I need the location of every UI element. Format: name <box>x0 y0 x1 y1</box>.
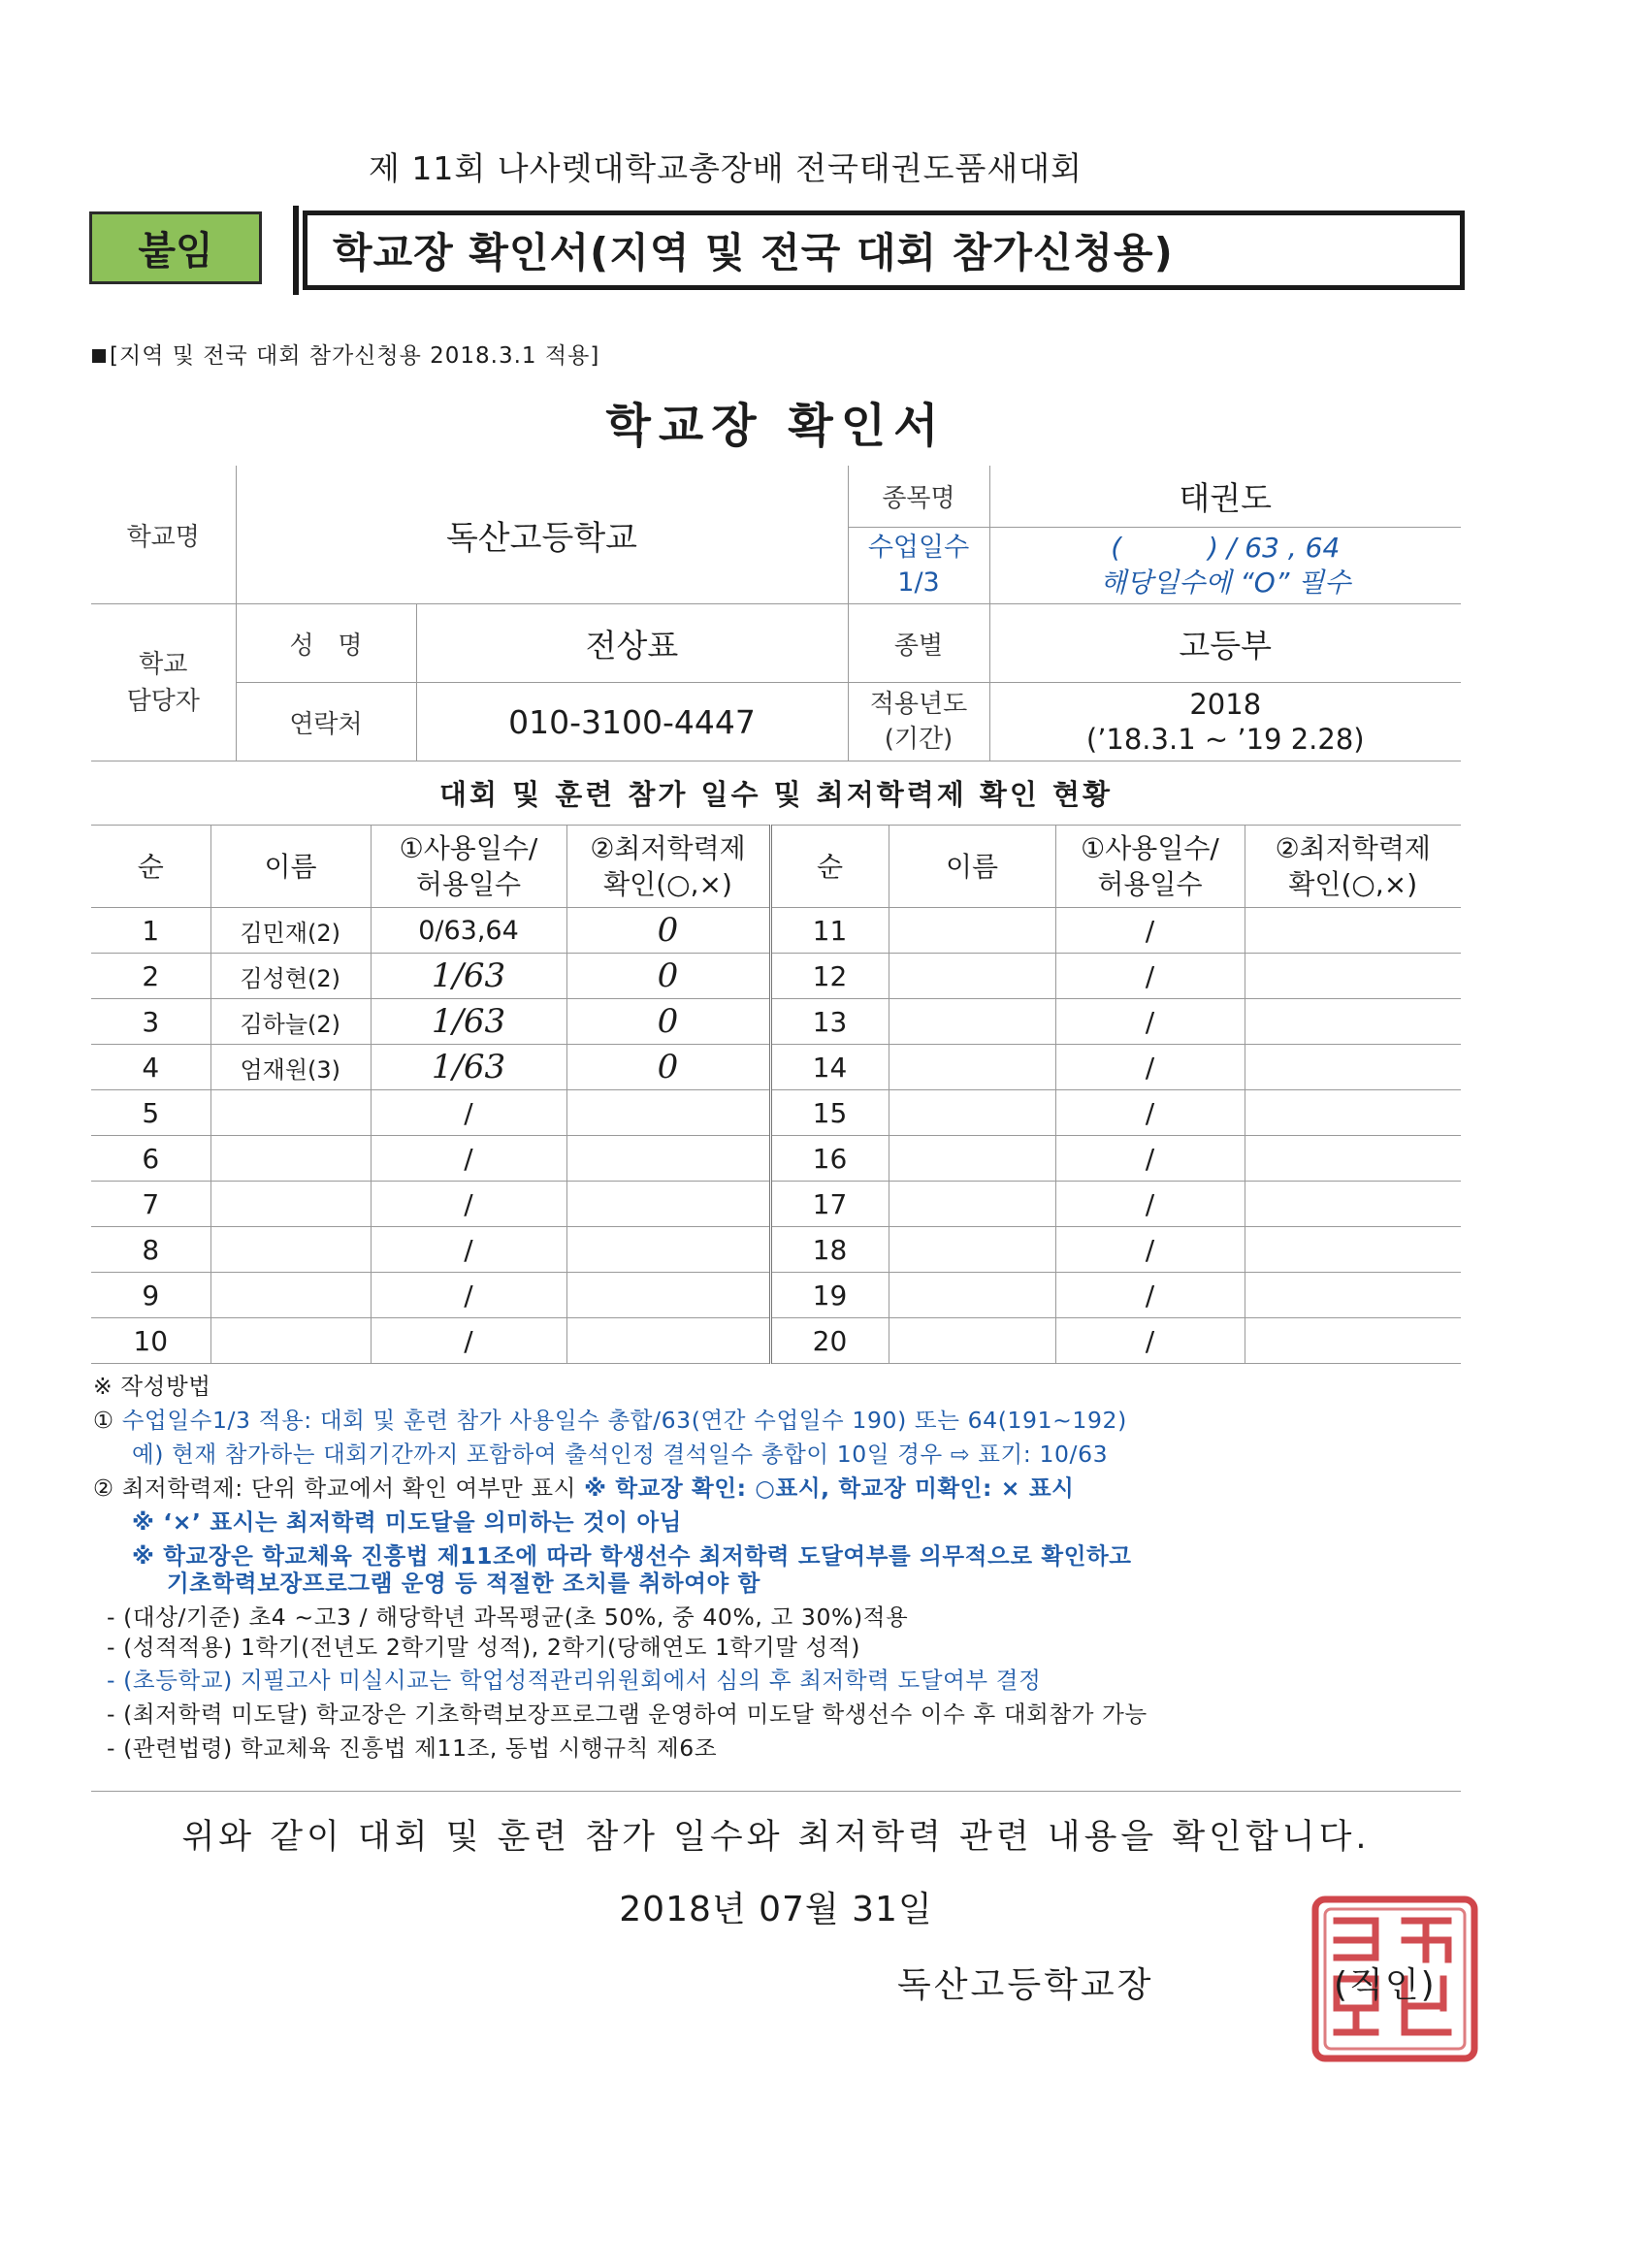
achievement-check <box>1245 1318 1461 1364</box>
days-used: / <box>371 1136 566 1182</box>
division-label: 종별 <box>848 604 989 683</box>
student-name: 김하늘(2) <box>210 999 371 1045</box>
header-name-right: 이름 <box>889 826 1055 908</box>
confirmation-statement: 위와 같이 대회 및 훈련 참가 일수와 최저학력 관련 내용을 확인합니다. <box>181 1818 1371 1857</box>
row-number: 5 <box>91 1090 210 1136</box>
row-number: 20 <box>770 1318 889 1364</box>
form-title: 학교장 확인서 <box>605 399 947 453</box>
header-days-line1: ①사용일수/ <box>399 832 538 864</box>
table-row <box>91 1045 1461 1090</box>
school-days-value-line2: 해당일수에 “O” 필수 <box>1100 567 1351 599</box>
days-used: 1/63 <box>371 999 566 1045</box>
school-info-table <box>91 466 1461 761</box>
method-item-1-example: 예) 현재 참가하는 대회기간까지 포함하여 출석인정 결석일수 총합이 10일 경우 ⇨ 표기: 10/63 <box>132 1441 1109 1468</box>
days-used: / <box>371 1182 566 1227</box>
row-number: 9 <box>91 1273 210 1318</box>
student-name: 엄재원(3) <box>210 1045 371 1090</box>
sport-label: 종목명 <box>848 466 989 528</box>
student-name <box>889 1045 1055 1090</box>
header-days-right-line2: 허용일수 <box>1097 868 1203 900</box>
method-detail-2-label: - (성적적용) <box>107 1634 233 1661</box>
achievement-check: 0 <box>566 999 770 1045</box>
achievement-check <box>1245 1273 1461 1318</box>
method-detail-2 <box>93 1631 1490 1665</box>
table-row <box>91 954 1461 999</box>
row-number: 3 <box>91 999 210 1045</box>
method-item-1-number: ① <box>93 1407 114 1434</box>
row-number: 8 <box>91 1227 210 1273</box>
achievement-check <box>1245 1136 1461 1182</box>
principal-title: 독산고등학교장 <box>897 1965 1154 2005</box>
name-label: 성 명 <box>236 604 416 683</box>
applicability-note <box>92 338 599 370</box>
row-number: 16 <box>770 1136 889 1182</box>
manager-label-line2: 담당자 <box>126 686 200 716</box>
days-used: / <box>1055 1045 1245 1090</box>
manager-name: 전상표 <box>416 604 848 683</box>
school-name: 독산고등학교 <box>236 466 848 604</box>
days-used: / <box>1055 1273 1245 1318</box>
sport-value: 태권도 <box>989 466 1461 528</box>
achievement-check <box>566 1090 770 1136</box>
achievement-check: 0 <box>566 908 770 954</box>
header-days-right <box>1055 826 1245 908</box>
method-detail-4-label: - (최저학력 미도달) <box>107 1701 308 1728</box>
info-row-manager-name <box>91 604 1461 683</box>
event-title: 제 11회 나사렛대학교총장배 전국태권도품새대회 <box>369 149 1083 187</box>
student-name <box>210 1182 371 1227</box>
student-name <box>889 1182 1055 1227</box>
year-label-line1: 적용년도 <box>869 690 968 719</box>
manager-label <box>91 604 236 761</box>
year-value-line2: (’18.3.1 ~ ’19 2.28) <box>1085 723 1365 756</box>
achievement-check <box>1245 1227 1461 1273</box>
days-used: / <box>1055 1182 1245 1227</box>
days-used: / <box>371 1273 566 1318</box>
division-value: 고등부 <box>989 604 1461 683</box>
days-used: / <box>1055 1318 1245 1364</box>
table-row <box>91 908 1461 954</box>
school-days-label <box>848 528 989 604</box>
header-days-line2: 허용일수 <box>415 868 522 900</box>
method-detail-4 <box>93 1698 1490 1732</box>
method-detail-1-label: - (대상/기준) <box>107 1604 242 1631</box>
row-number: 12 <box>770 954 889 999</box>
table-row <box>91 1227 1461 1273</box>
row-number: 17 <box>770 1182 889 1227</box>
method-item-2-text-a: 최저학력제: 단위 학교에서 확인 여부만 표시 <box>121 1474 577 1502</box>
student-name <box>889 1273 1055 1318</box>
achievement-check <box>566 1136 770 1182</box>
row-number: 10 <box>91 1318 210 1364</box>
method-detail-3-label: - (초등학교) <box>107 1667 233 1694</box>
school-days-value-line1: ( ) / 63 , 64 <box>1111 532 1341 564</box>
days-used: / <box>1055 1136 1245 1182</box>
header-no-right: 순 <box>770 826 889 908</box>
achievement-check <box>1245 954 1461 999</box>
contact-label: 연락처 <box>236 683 416 761</box>
days-used: / <box>371 1318 566 1364</box>
school-days-label-line1: 수업일수 <box>867 533 970 563</box>
days-used: / <box>1055 1227 1245 1273</box>
method-detail-5 <box>93 1732 1490 1766</box>
student-name: 김민재(2) <box>210 908 371 954</box>
student-name: 김성현(2) <box>210 954 371 999</box>
form-banner: 학교장 확인서(지역 및 전국 대회 참가신청용) <box>303 211 1465 290</box>
confirmation-date: 2018년 07월 31일 <box>619 1890 933 1929</box>
row-number: 14 <box>770 1045 889 1090</box>
header-name: 이름 <box>210 826 371 908</box>
writing-method <box>93 1370 1490 1766</box>
student-name <box>889 1227 1055 1273</box>
method-title: ※ 작성방법 <box>93 1373 211 1400</box>
manager-label-line1: 학교 <box>139 649 188 679</box>
days-used: 0/63,64 <box>371 908 566 954</box>
achievement-check <box>1245 1090 1461 1136</box>
achievement-check <box>1245 908 1461 954</box>
row-number: 19 <box>770 1273 889 1318</box>
method-detail-5-label: - (관련법령) <box>107 1734 233 1762</box>
year-label-line2: (기간) <box>884 725 954 754</box>
student-name <box>889 1090 1055 1136</box>
method-detail-1 <box>93 1601 1490 1635</box>
days-used: / <box>371 1227 566 1273</box>
header-check-right <box>1245 826 1461 908</box>
row-number: 1 <box>91 908 210 954</box>
days-used: / <box>371 1090 566 1136</box>
achievement-check <box>566 1273 770 1318</box>
method-divider <box>91 1791 1461 1792</box>
achievement-check <box>1245 1045 1461 1090</box>
year-value <box>989 683 1461 761</box>
info-row-school <box>91 466 1461 528</box>
days-used: / <box>1055 908 1245 954</box>
method-detail-5-text: 학교체육 진흥법 제11조, 동법 시행규칙 제6조 <box>240 1734 718 1762</box>
method-item-2-text-b: ※ 학교장 확인: ○표시, 학교장 미확인: × 표시 <box>584 1474 1075 1502</box>
table-row <box>91 999 1461 1045</box>
row-number: 2 <box>91 954 210 999</box>
method-item-1-text-a: 수업일수1/3 적용: 대회 및 훈련 참가 사용일수 총합/63(연간 수업일수 190) 또는 64(191~192) <box>121 1407 1127 1434</box>
row-number: 15 <box>770 1090 889 1136</box>
student-name <box>210 1136 371 1182</box>
row-number: 13 <box>770 999 889 1045</box>
achievement-check <box>1245 1182 1461 1227</box>
header-check-line1: ②최저학력제 <box>590 832 746 864</box>
header-check-line2: 확인(○,×) <box>603 868 732 900</box>
achievement-check: 0 <box>566 1045 770 1090</box>
header-days <box>371 826 566 908</box>
method-item-1 <box>93 1404 1490 1438</box>
header-days-right-line1: ①사용일수/ <box>1081 832 1219 864</box>
days-used: 1/63 <box>371 1045 566 1090</box>
method-item-2-number: ② <box>93 1474 114 1502</box>
participation-header-row <box>91 826 1461 908</box>
table-row <box>91 1318 1461 1364</box>
student-name <box>210 1227 371 1273</box>
bullet-square-icon <box>92 349 106 363</box>
student-name <box>889 1136 1055 1182</box>
row-number: 6 <box>91 1136 210 1182</box>
method-item-2-note-2: ※ 학교장은 학교체육 진흥법 제11조에 따라 학생선수 최저학력 도달여부를 의무적으로 확인하고 <box>132 1542 1132 1570</box>
student-name <box>210 1318 371 1364</box>
header-no: 순 <box>91 826 210 908</box>
row-number: 7 <box>91 1182 210 1227</box>
applicability-note-text: [지역 및 전국 대회 참가신청용 2018.3.1 적용] <box>110 343 600 369</box>
days-used: / <box>1055 999 1245 1045</box>
table-row <box>91 1136 1461 1182</box>
participation-table <box>91 825 1461 1364</box>
header-check-right-line2: 확인(○,×) <box>1288 868 1418 900</box>
method-item-2 <box>93 1472 1490 1506</box>
banner-shadow <box>293 206 299 295</box>
table-row <box>91 1182 1461 1227</box>
student-name <box>889 908 1055 954</box>
achievement-check <box>1245 999 1461 1045</box>
achievement-check: 0 <box>566 954 770 999</box>
method-detail-4-text: 학교장은 기초학력보장프로그램 운영하여 미도달 학생선수 이수 후 대회참가 가능 <box>315 1701 1148 1728</box>
school-label: 학교명 <box>91 466 236 604</box>
school-days-value <box>989 528 1461 604</box>
method-detail-2-text: 1학기(전년도 2학기말 성적), 2학기(당해연도 1학기말 성적) <box>240 1634 860 1661</box>
days-used: 1/63 <box>371 954 566 999</box>
section-title: 대회 및 훈련 참가 일수 및 최저학력제 확인 현황 <box>438 778 1114 811</box>
attachment-badge: 붙임 <box>89 211 262 284</box>
table-row <box>91 1090 1461 1136</box>
method-detail-3-text: 지필고사 미실시교는 학업성적관리위원회에서 심의 후 최저학력 도달여부 결정 <box>240 1667 1042 1694</box>
contact-value: 010-3100-4447 <box>416 683 848 761</box>
days-used: / <box>1055 1090 1245 1136</box>
row-number: 11 <box>770 908 889 954</box>
student-name <box>889 1318 1055 1364</box>
seal-mark: (직인) <box>1334 1965 1437 2005</box>
row-number: 18 <box>770 1227 889 1273</box>
achievement-check <box>566 1318 770 1364</box>
student-name <box>889 954 1055 999</box>
header-check <box>566 826 770 908</box>
header-check-right-line1: ②최저학력제 <box>1275 832 1431 864</box>
student-name <box>210 1090 371 1136</box>
row-number: 4 <box>91 1045 210 1090</box>
info-row-contact <box>91 683 1461 761</box>
year-label <box>848 683 989 761</box>
school-days-label-line2: 1/3 <box>897 567 940 598</box>
method-item-2-note-3: 기초학력보장프로그램 운영 등 적절한 조치를 취하여야 함 <box>167 1570 760 1597</box>
student-name <box>889 999 1055 1045</box>
method-item-2-note-1: ※ ‘×’ 표시는 최저학력 미도달을 의미하는 것이 아님 <box>132 1508 682 1536</box>
achievement-check <box>566 1182 770 1227</box>
student-name <box>210 1273 371 1318</box>
method-detail-3 <box>93 1664 1490 1698</box>
days-used: / <box>1055 954 1245 999</box>
year-value-line1: 2018 <box>1189 688 1262 721</box>
table-row <box>91 1273 1461 1318</box>
achievement-check <box>566 1227 770 1273</box>
method-detail-1-text: 초4 ~고3 / 해당학년 과목평균(초 50%, 중 40%, 고 30%)적용 <box>248 1604 909 1631</box>
